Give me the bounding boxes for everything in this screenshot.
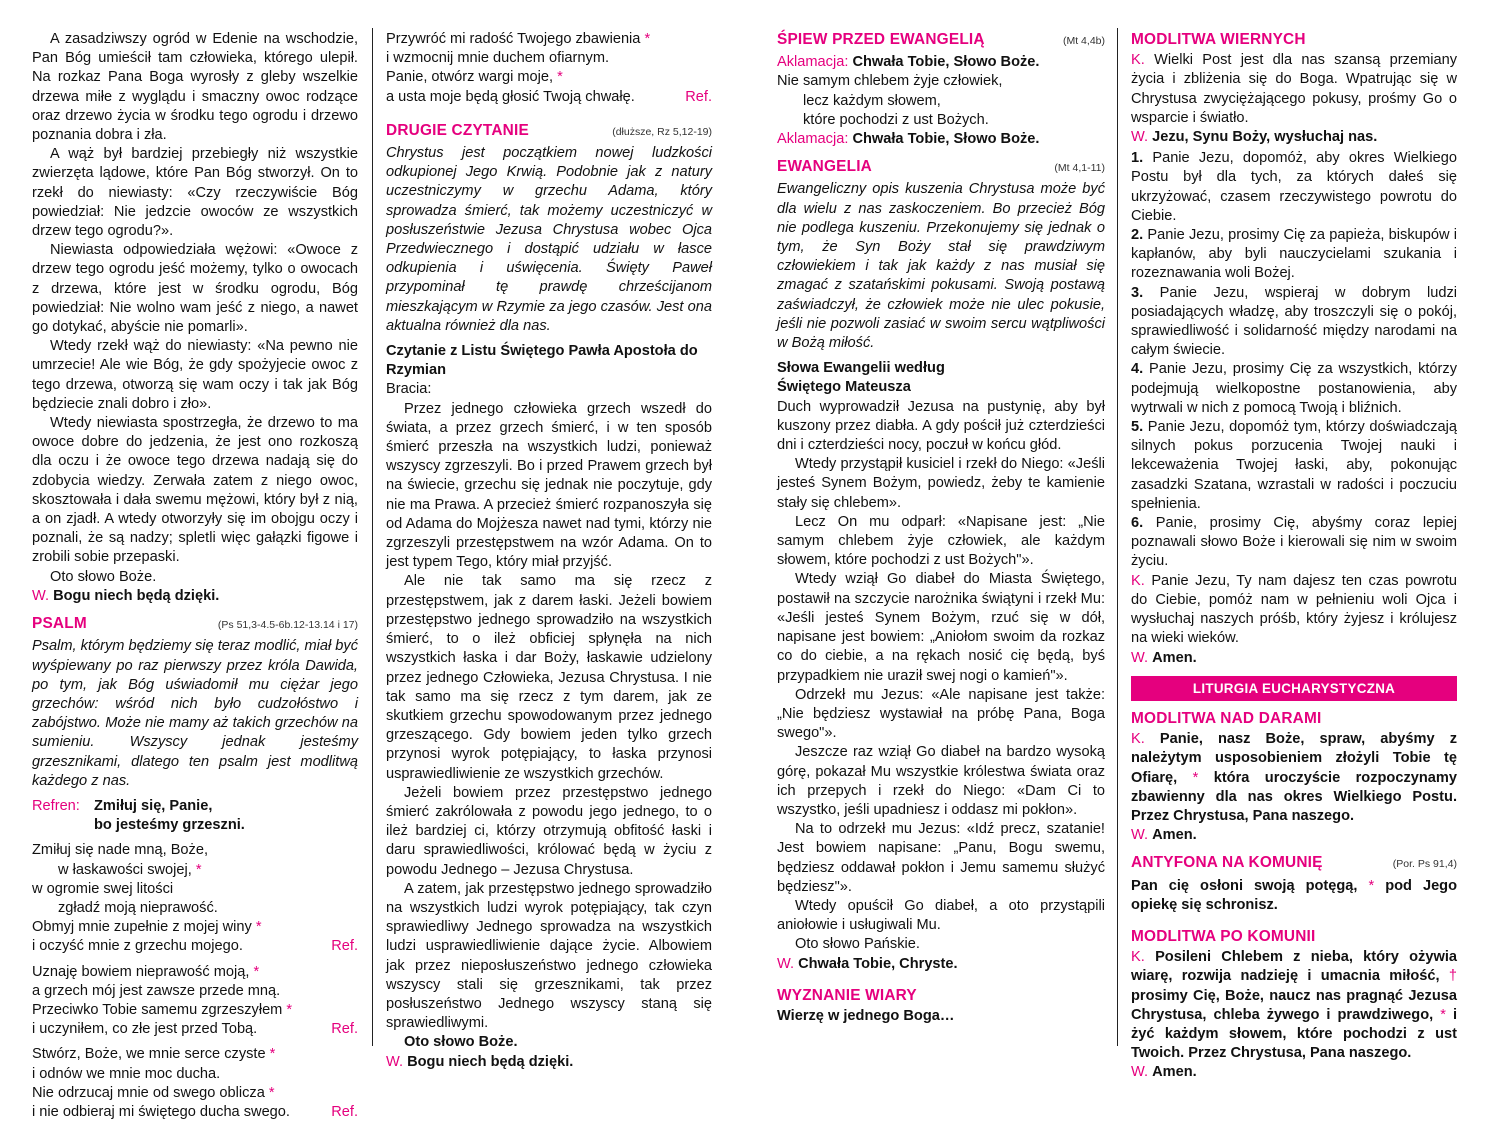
reading1-paragraph: A wąż był bardziej przebiegły niż wszystkie zwierzęta lądowe, które Pan Bóg stworzył. On to rzekł do niewiasty: «Czy rzeczywiście Bóg powiedział: Nie jedzcie owoców ze wszystkich drzew tego ogrodu?». xyxy=(32,146,358,240)
antiphon-ref: (Por. Ps 91,4) xyxy=(1392,858,1457,871)
creed-text: Wierzę w jednego Boga… xyxy=(777,1007,955,1024)
psalm-stanza: Przywróć mi radość Twojego zbawienia * i wzmocnij mnie duchem ofiarnym. Panie, otwórz wargi moje, * a usta moje będą głosić Twoją chwałę. Ref. xyxy=(386,30,712,107)
intention-item: 1. Panie Jezu, dopomóż, aby okres Wielkiego Postu był dla tych, za których dałeś się ukrzyżować, czasem rzeczywistego powrotu do Ciebie. xyxy=(1131,150,1457,224)
refrain-marker: Ref. xyxy=(685,88,712,105)
gospel-paragraph: Na to odrzekł mu Jezus: «Idź precz, szatanie! Jest bowiem napisane: „Panu, Bogu swemu, będziesz oddawał pokłon i Jemu samemu służyć będziesz"». xyxy=(777,821,1105,895)
gifts-text: K. Panie, nasz Boże, spraw, abyśmy z należytym usposobieniem złożyli Tobie tę Ofiarę, * która uroczyście rozpoczynamy zbawienny dla nas okres Wielkiego Postu. Przez Chrystusa, Pana naszego. xyxy=(1131,731,1457,824)
reading2-ref: (dłuższe, Rz 5,12-19) xyxy=(612,125,712,138)
column-2 xyxy=(386,30,712,1072)
acclamation-verse: lecz każdym słowem, xyxy=(803,92,941,109)
acclamation-ref: (Mt 4,4b) xyxy=(1062,35,1105,47)
reading2-paragraph: Jeżeli bowiem przez przestępstwo jednego śmierć zakrólowała z powodu jego jednego, to o ileż bardziej ci, którzy otrzymują obfitość łaski i daru sprawiedliwości, królować będą w życiu z powodu Jednego – Jezusa Chrystusa. xyxy=(386,784,712,878)
column-divider-left xyxy=(372,28,373,1046)
gospel-paragraph: Wtedy opuścił Go diabeł, a oto przystąpili aniołowie i usługiwali Mu. xyxy=(777,897,1105,934)
post-communion-header xyxy=(1131,927,1457,946)
amen-line: W. Amen. xyxy=(1131,827,1197,844)
gospel-paragraph: Lecz On mu odparł: «Napisane jest: „Nie samym chlebem żyje człowiek, ale każdym słowem, które pochodzi z ust Bożych"». xyxy=(777,513,1105,569)
reading2-paragraph: Ale nie tak samo ma się rzecz z przestępstwem, jak z darem łaski. Jeżeli bowiem przestępstwo jednego sprowadziło na wszystkich śmierć, to o ileż obficiej spłynęła na nich wszystkich łaska i dar Boży, łaskawie udzielony przez jednego Człowieka, Jezusa Chrystusa. I nie tak samo ma się rzecz z tym darem, jak ze skutkiem grzechu spowodowanym przez jednego grzeszącego. Gdy bowiem jeden tylko grzech przynosi wyrok potępiający, to łaska przynosi usprawiedliwienie ze wszystkich grzechów. xyxy=(386,573,712,782)
refrain-line-2: bo jesteśmy grzeszni. xyxy=(94,817,245,834)
reading2-header xyxy=(386,121,712,142)
reading2-title: DRUGIE CZYTANIE xyxy=(386,121,529,139)
psalm-header xyxy=(32,614,358,635)
amen-line: W. Amen. xyxy=(1131,1064,1197,1081)
gifts-title: MODLITWA NAD DARAMI xyxy=(1131,709,1322,727)
psalm-stanza: Uznaję bowiem nieprawość moją, * a grzech mój jest zawsze przede mną. Przeciwko Tobie samemu zgrzeszyłem * i uczyniłem, co złe jest przed Tobą. Ref. xyxy=(32,963,358,1040)
reading1-end: Oto słowo Boże. xyxy=(50,568,157,585)
prayer-title: MODLITWA WIERNYCH xyxy=(1131,31,1306,48)
psalm-intro: Psalm, którym będziemy się teraz modlić, miał być wyśpiewany po raz pierwszy przez króla Dawida, po tym, jak Bóg uświadomił mu ciężar jego grzechów: wśród nich było cudzołóstwo i zabójstwo. Może nie mamy aż takich grzechów na sumieniu. Wszyscy jednak jesteśmy grzesznikami, dlatego ten psalm jest modlitwą każdego z nas. xyxy=(32,638,359,789)
intention-item: 2. Panie Jezu, prosimy Cię za papieża, biskupów i kapłanów, aby byli nauczycielami szukania i rozeznawania woli Bożej. xyxy=(1131,227,1457,282)
acclamation-line: Aklamacja: Chwała Tobie, Słowo Boże. xyxy=(777,131,1040,148)
column-divider-right xyxy=(1117,28,1118,1046)
refrain-marker: Ref. xyxy=(331,1021,358,1038)
antiphon-title: ANTYFONA NA KOMUNIĘ xyxy=(1131,854,1323,872)
prayer-intro: K. Wielki Post jest dla nas szansą przemiany życia i zbliżenia się do Boga. Wpatrując się w Chrystusa zwyciężającego pokusy, prośmy Go o wsparcie i światło. xyxy=(1131,52,1457,126)
refrain-marker: Ref. xyxy=(331,938,358,955)
liturgy-eucharist-band: LITURGIA EUCHARYSTYCZNA xyxy=(1131,676,1457,701)
acclamation-verse: Nie samym chlebem żyje człowiek, xyxy=(777,73,1003,90)
post-communion-text: K. Posileni Chlebem z nieba, który ożywia wiarę, rozwija nadzieję i umacnia miłość, † prosimy Cię, Boże, naucz nas pragnąć Jezusa Chrystusa, chleba żywego i prawdziwego, * i żyć każdym słowem, które pochodzi z ust Twoich. Przez Chrystusa, Pana naszego. xyxy=(1131,949,1458,1062)
psalm-stanza: Zmiłuj się nade mną, Boże, w łaskawości swojej, * w ogromie swej litości zgładź moją nieprawość. Obmyj mnie zupełnie z mojej winy * i oczyść mnie z grzechu mojego. Ref. xyxy=(32,841,358,956)
post-communion-title: MODLITWA PO KOMUNII xyxy=(1131,927,1316,945)
gospel-paragraph: Odrzekł mu Jezus: «Ale napisane jest także: „Nie będziesz wystawiał na próbę Pana, Boga swego"». xyxy=(777,686,1105,742)
reading2-paragraph: A zatem, jak przestępstwo jednego sprowadziło na wszystkich ludzi wyrok potępiający, tak czyn sprawiedliwy Jednego sprowadza na wszystkich ludzi usprawiedliwienie dające życie. Albowiem jak przez nieposłuszeństwo jednego człowieka wszyscy stali się grzesznikami, tak przez posłuszeństwo Jednego wszyscy staną się sprawiedliwymi. xyxy=(386,880,712,1032)
gospel-ref: (Mt 4,1-11) xyxy=(1054,162,1105,175)
intention-item: 5. Panie Jezu, dopomóż tym, którzy doświadczają silnych pokus porzucenia Twojej nauki i lekceważenia Twojej łaski, aby, pokonując zasadzki Szatana, wzrastali w radości i poczuciu spełnienia. xyxy=(1131,419,1457,512)
psalm-ref: (Ps 51,3-4.5-6b.12-13.14 i 17) xyxy=(217,619,358,632)
acclamation-verse: które pochodzi z ust Bożych. xyxy=(803,111,989,128)
gospel-paragraph: Duch wyprowadził Jezusa na pustynię, aby był kuszony przez diabła. A gdy pościł już czterdzieści dni i czterdzieści nocy, poczuł w końcu głód. xyxy=(777,398,1105,454)
gospel-paragraph: Jeszcze raz wziął Go diabeł na bardzo wysoką górę, pokazał Mu wszystkie królestwa świata oraz ich przepych i rzekł do Niego: «Dam Ci to wszystko, jeśli upadniesz i oddasz mi pokłon». xyxy=(777,744,1105,818)
refrain-marker: Ref. xyxy=(331,1103,358,1120)
intention-item: 3. Panie Jezu, wspieraj w dobrym ludzi posiadających władzę, aby troszczyli się o pokój, sprawiedliwość i solidarność między narodami na całym świecie. xyxy=(1131,284,1457,359)
gospel-header xyxy=(777,157,1105,178)
intention-item: 6. Panie, prosimy Cię, abyśmy coraz lepiej poznawali słowo Boże i kierowali się nim w swoim życiu. xyxy=(1131,515,1457,570)
antiphon-text: Pan cię osłoni swoją potęgą, * pod Jego opiekę się schronisz. xyxy=(1131,877,1458,913)
gospel-title: EWANGELIA xyxy=(777,158,872,176)
gospel-paragraph: Wtedy przystąpił kusiciel i rzekł do Niego: «Jeśli jesteś Synem Bożym, powiedz, żeby te kamienie stały się chlebem». xyxy=(777,456,1105,511)
acclamation-line: Aklamacja: Chwała Tobie, Słowo Boże. xyxy=(777,54,1040,71)
acclamation-title: ŚPIEW PRZED EWANGELIĄ xyxy=(777,31,985,48)
reading1-paragraph: A zasadziwszy ogród w Edenie na wschodzie, Pan Bóg umieścił tam człowieka, którego ulepił. Na rozkaz Pana Boga wyrosły z gleby wszelkie drzewa miłe z wyglądu i smaczny owoc rodzące oraz drzewo życia w środku tego ogrodu i drzewo poznania dobra i zła. xyxy=(32,31,358,144)
refrain: Refren: Zmiłuj się, Panie, xyxy=(32,797,213,814)
prayer-close: K. Panie Jezu, Ty nam dajesz ten czas powrotu do Ciebie, pomóż nam w pełnieniu woli Ojca i wysłuchaj naszych próśb, który żyjesz i królujesz na wieki wieków. xyxy=(1131,572,1457,647)
acclamation-header xyxy=(777,30,1105,51)
gospel-heading: Słowa Ewangelii według Świętego Mateusza xyxy=(777,360,945,396)
psalm-stanza: Stwórz, Boże, we mnie serce czyste * i odnów we mnie moc ducha. Nie odrzucaj mnie od swego oblicza * i nie odbieraj mi świętego ducha swego. Ref. xyxy=(32,1045,358,1122)
column-4 xyxy=(1131,30,1457,1083)
reading1-paragraph: Wtedy niewiasta spostrzegła, że drzewo to ma owoce dobre do jedzenia, że jest ono rozkoszą dla oczu i że owoce tego drzewa nadają się do zdobycia wiedzy. Zerwała zatem z niego owoc, skosztowała i dała swemu mężowi, który był z nią, a on zjadł. A wtedy otworzyły się im obojgu oczy i poznali, że są nadzy; spletli więc gałązki figowe i zrobili sobie przepaski. xyxy=(32,415,358,566)
creed-title: WYZNANIE WIARY xyxy=(777,986,917,1004)
column-3 xyxy=(777,30,1105,1026)
column-1 xyxy=(32,30,358,1122)
psalm-title: PSALM xyxy=(32,615,87,633)
reading2-heading: Czytanie z Listu Świętego Pawła Apostoła do Rzymian xyxy=(386,343,698,379)
gifts-header xyxy=(1131,709,1457,728)
gospel-intro: Ewangeliczny opis kuszenia Chrystusa może być dla wielu z nas zaskoczeniem. Bo przecież Bóg nie podlega kuszeniu. Przekonujemy się jednak o tym, że Syn Boży stał się prawdziwym człowiekiem i tak jak każdy z nas musiał się zmagać z szatańskimi pokusami. Swoją postawą zaświadczył, że człowiek może nie ulec pokusie, jeśli nie pozwoli zasiać w swoim sercu wątpliwości w Bożą miłość. xyxy=(777,181,1105,352)
prayer-header xyxy=(1131,30,1457,49)
reading2-intro: Chrystus jest początkiem nowej ludzkości odkupionej Jego Krwią. Podobnie jak z natury uczestniczymy w grzechu Adama, który sprowadza śmierć, tak możemy uczestniczyć w posłuszeństwie Jezusa Chrystusa wobec Ojca Przedwiecznego i dostąpić udziału w łasce odkupienia i uświęcenia. Święty Paweł przypominał tę prawdę chrześcijanom mieszkającym w Rzymie za jego czasów. Jest ona aktualna również dla nas. xyxy=(386,145,712,334)
creed-header xyxy=(777,986,1105,1005)
reading2-paragraph: Przez jednego człowieka grzech wszedł do świata, a przez grzech śmierć, i w ten sposób śmierć przeszła na wszystkich ludzi, ponieważ wszyscy zgrzeszyli. Bo i przed Prawem grzech był na świecie, grzechu się jednak nie poczytuje, gdy nie ma Prawa. A przecież śmierć rozpanoszyła się od Adama do Mojżesza nawet nad tymi, którzy nie zgrzeszyli przestępstwem na wzór Adama. On to jest typem Tego, który miał przyjść. xyxy=(386,400,712,571)
response-line: W. Chwała Tobie, Chryste. xyxy=(777,955,958,972)
antiphon-header xyxy=(1131,853,1457,874)
reading2-end: Oto słowo Boże. xyxy=(404,1034,518,1051)
response-line: W. Bogu niech będą dzięki. xyxy=(32,587,220,604)
reading2-greeting: Bracia: xyxy=(386,381,432,398)
intention-item: 4. Panie Jezu, prosimy Cię za wszystkich, którzy podejmują wielkopostne postanowienia, aby wytrwali w nich z pomocą Twoją i bliźnich. xyxy=(1131,361,1458,416)
gospel-end: Oto słowo Pańskie. xyxy=(795,936,920,953)
amen-line: W. Amen. xyxy=(1131,649,1197,666)
reading1-paragraph: Wtedy rzekł wąż do niewiasty: «Na pewno nie umrzecie! Ale wie Bóg, że gdy spożyjecie owoc z tego drzewa, otworzą się wam oczy i tak jak Bóg będziecie znali dobro i zło». xyxy=(32,338,358,412)
reading1-paragraph: Niewiasta odpowiedziała wężowi: «Owoce z drzew tego ogrodu jeść możemy, tylko o owocach z drzewa, które jest w środku ogrodu, Bóg powiedział: Nie wolno wam jeść z niego, a nawet go dotykać, abyście nie pomarli». xyxy=(32,242,358,336)
response-line: W. Bogu niech będą dzięki. xyxy=(386,1053,574,1070)
prayer-response: W. Jezu, Synu Boży, wysłuchaj nas. xyxy=(1131,129,1378,146)
gospel-paragraph: Wtedy wziął Go diabeł do Miasta Świętego, postawił na szczycie narożnika świątyni i rzekł Mu: «Jeśli jesteś Synem Bożym, rzuć się w dół, napisane jest bowiem: „Aniołom swoim da rozkaz co do ciebie, a na rękach nosić cię będą, byś przypadkiem nie uraził swej nogi o kamień"». xyxy=(777,571,1105,684)
